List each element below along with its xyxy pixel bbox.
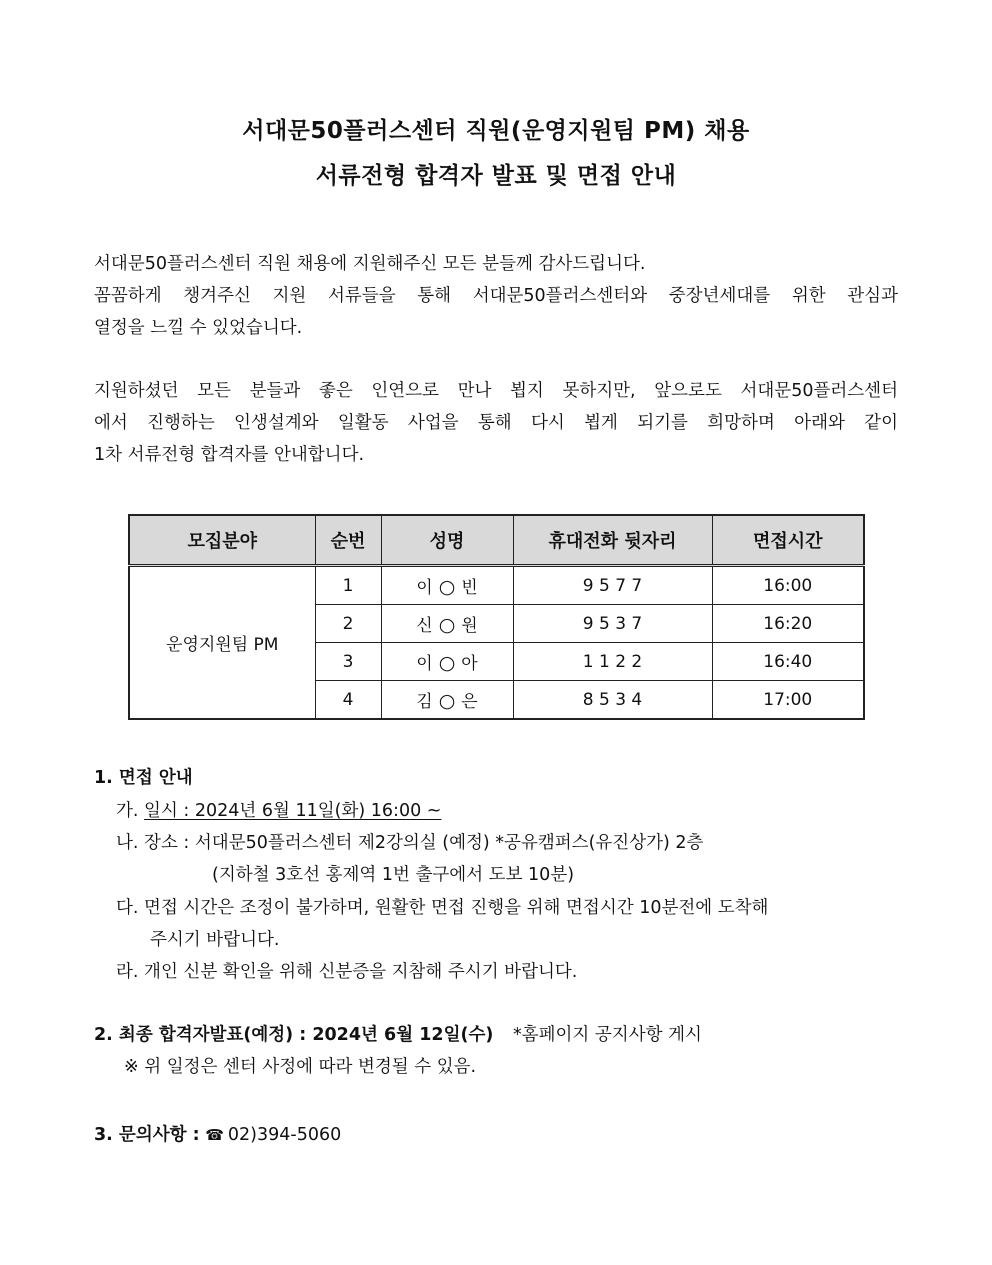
column-header: 성명 — [381, 515, 513, 566]
results-table — [128, 514, 865, 720]
name-first: 신 — [416, 616, 433, 636]
column-header: 면접시간 — [712, 515, 864, 566]
inquiry-phone: 02)394-5060 — [227, 1125, 342, 1145]
phone-cell: 9 5 7 7 — [513, 566, 712, 605]
number-cell: 1 — [315, 566, 381, 605]
name-last: 아 — [461, 654, 478, 674]
interview-date — [116, 797, 441, 822]
name-mask: ○ — [438, 576, 456, 598]
name-cell — [381, 605, 513, 643]
column-header: 순번 — [315, 515, 381, 566]
name-cell — [381, 643, 513, 681]
intro-line: 서대문50플러스센터 직원 채용에 지원해주신 모든 분들께 감사드립니다. — [94, 254, 646, 274]
number-cell: 3 — [315, 643, 381, 681]
name-last: 원 — [461, 616, 478, 636]
number-cell: 4 — [315, 681, 381, 720]
intro-line: 에서 진행하는 인생설계와 일활동 사업을 통해 다시 뵙게 되기를 희망하며 아래와 같이 — [94, 413, 898, 433]
interview-time-notice-cont: 주시기 바랍니다. — [150, 930, 280, 950]
item-marker: 가. — [116, 801, 139, 821]
name-cell — [381, 681, 513, 720]
table-row — [129, 566, 864, 605]
name-first: 이 — [416, 654, 433, 674]
intro-line: 1차 서류전형 합격자를 안내합니다. — [94, 445, 365, 465]
name-mask: ○ — [438, 690, 456, 712]
id-notice — [116, 958, 577, 983]
intro-line: 열정을 느낄 수 있었습니다. — [94, 318, 303, 338]
column-header: 휴대전화 뒷자리 — [513, 515, 712, 566]
time-cell: 16:20 — [712, 605, 864, 643]
item-marker: 나. — [116, 833, 139, 853]
intro-paragraph-2 — [94, 375, 898, 471]
time-cell: 17:00 — [712, 681, 864, 720]
name-mask: ○ — [438, 652, 456, 674]
name-mask: ○ — [438, 614, 456, 636]
field-cell: 운영지원팀 PM — [129, 566, 315, 720]
name-cell — [381, 566, 513, 605]
name-last: 은 — [461, 692, 478, 712]
telephone-icon: ☎ — [205, 1126, 224, 1144]
item-marker: 라. — [116, 962, 139, 982]
interview-location — [116, 829, 703, 854]
phone-cell: 8 5 3 4 — [513, 681, 712, 720]
page-subtitle: 서류전형 합격자 발표 및 면접 안내 — [315, 163, 677, 189]
name-first: 김 — [416, 692, 433, 712]
name-last: 빈 — [461, 578, 478, 598]
intro-paragraph-1 — [94, 248, 898, 344]
phone-cell: 9 5 3 7 — [513, 605, 712, 643]
final-announcement: 2. 최종 합격자발표(예정) : 2024년 6월 12일(수) — [94, 1025, 494, 1045]
inquiry-label: 3. 문의사항 : — [94, 1125, 200, 1145]
number-cell: 2 — [315, 605, 381, 643]
name-first: 이 — [416, 578, 433, 598]
phone-cell: 1 1 2 2 — [513, 643, 712, 681]
interview-location-directions: (지하철 3호선 홍제역 1번 출구에서 도보 10분) — [212, 865, 575, 885]
intro-line: 지원하셨던 모든 분들과 좋은 인연으로 만나 뵙지 못하지만, 앞으로도 서대문50플러스센터 — [94, 381, 898, 401]
section-3-heading — [94, 1121, 341, 1146]
section-1-heading: 1. 면접 안내 — [94, 768, 193, 788]
id-notice-text: 개인 신분 확인을 위해 신분증을 지참해 주시기 바랍니다. — [144, 962, 578, 982]
interview-location-text: 장소 : 서대문50플러스센터 제2강의실 (예정) *공유캠퍼스(유진상가) 2층 — [144, 833, 704, 853]
item-marker: 다. — [116, 898, 139, 918]
interview-time-notice — [116, 894, 768, 919]
interview-time-notice-text: 면접 시간은 조정이 불가하며, 원활한 면접 진행을 위해 면접시간 10분전에 도착해 — [144, 898, 769, 918]
table-header-row — [129, 515, 864, 566]
page-title: 서대문50플러스센터 직원(운영지원팀 PM) 채용 — [242, 118, 750, 144]
intro-line: 꼼꼼하게 챙겨주신 지원 서류들을 통해 서대문50플러스센터와 중장년세대를 위한 관심과 — [94, 286, 898, 306]
homepage-note: *홈페이지 공지사항 게시 — [512, 1025, 702, 1045]
column-header: 모집분야 — [129, 515, 315, 566]
interview-date-text: 일시 : 2024년 6월 11일(화) 16:00 ~ — [144, 801, 442, 821]
schedule-remark: ※ 위 일정은 센터 사정에 따라 변경될 수 있음. — [124, 1057, 477, 1077]
time-cell: 16:40 — [712, 643, 864, 681]
time-cell: 16:00 — [712, 566, 864, 605]
section-2-heading — [94, 1021, 702, 1046]
